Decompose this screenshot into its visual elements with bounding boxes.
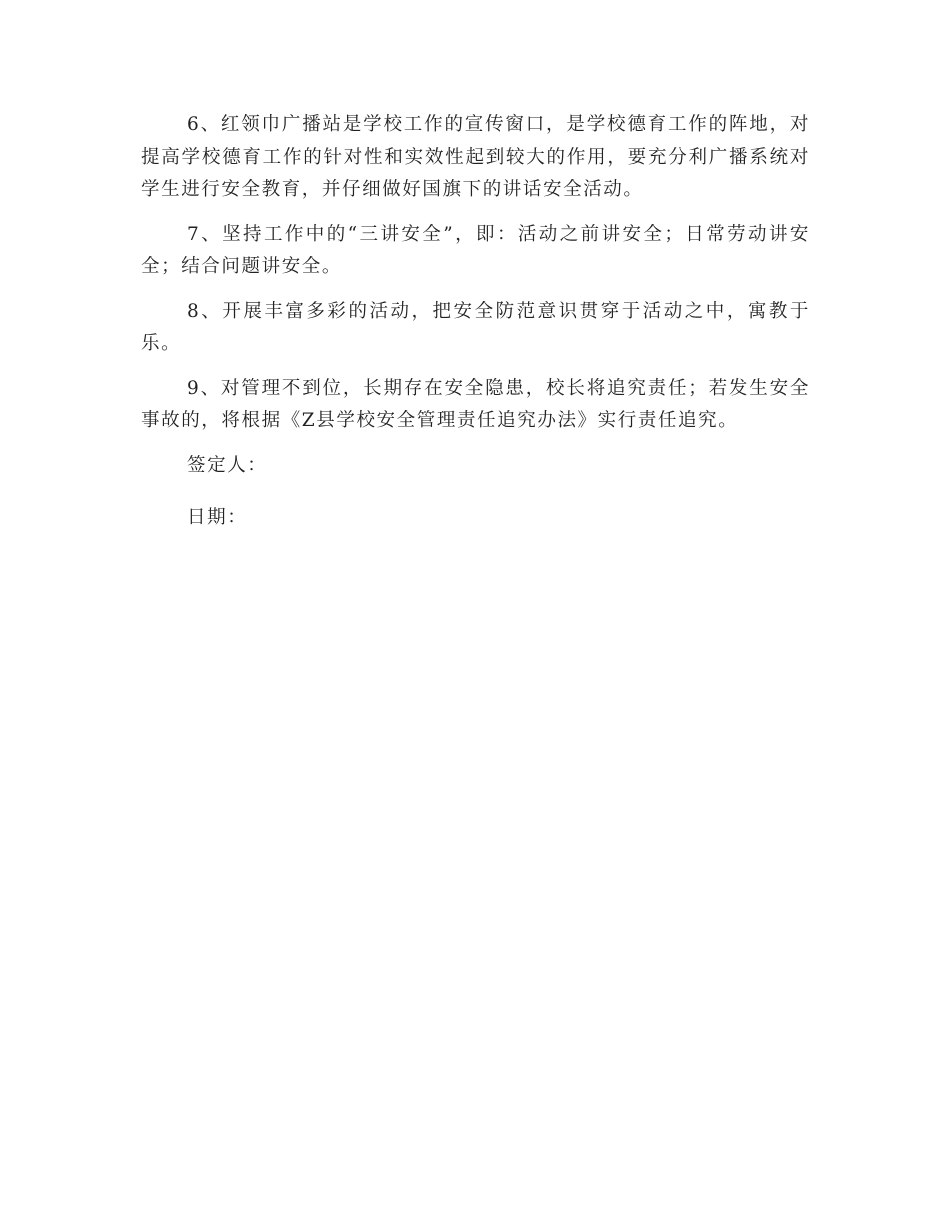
paragraph-item-9: 9、对管理不到位，长期存在安全隐患，校长将追究责任；若发生安全事故的，将根据《Z县学校安全管理责任追究办法》实行责任追究。 [141,377,810,431]
signer-label: 签定人： [187,454,268,476]
date-label: 日期： [187,507,248,528]
paragraph-item-7: 7、坚持工作中的“三讲安全”，即：活动之前讲安全；日常劳动讲安全；结合问题讲安全。 [141,223,810,277]
paragraph-item-6: 6、红领巾广播站是学校工作的宣传窗口，是学校德育工作的阵地，对提高学校德育工作的针对性和实效性起到较大的作用，要充分利广播系统对学生进行安全教育，并仔细做好国旗下的讲话安全活动。 [141,114,810,200]
paragraph-item-8: 8、开展丰富多彩的活动，把安全防范意识贯穿于活动之中，寓教于乐。 [141,300,810,354]
